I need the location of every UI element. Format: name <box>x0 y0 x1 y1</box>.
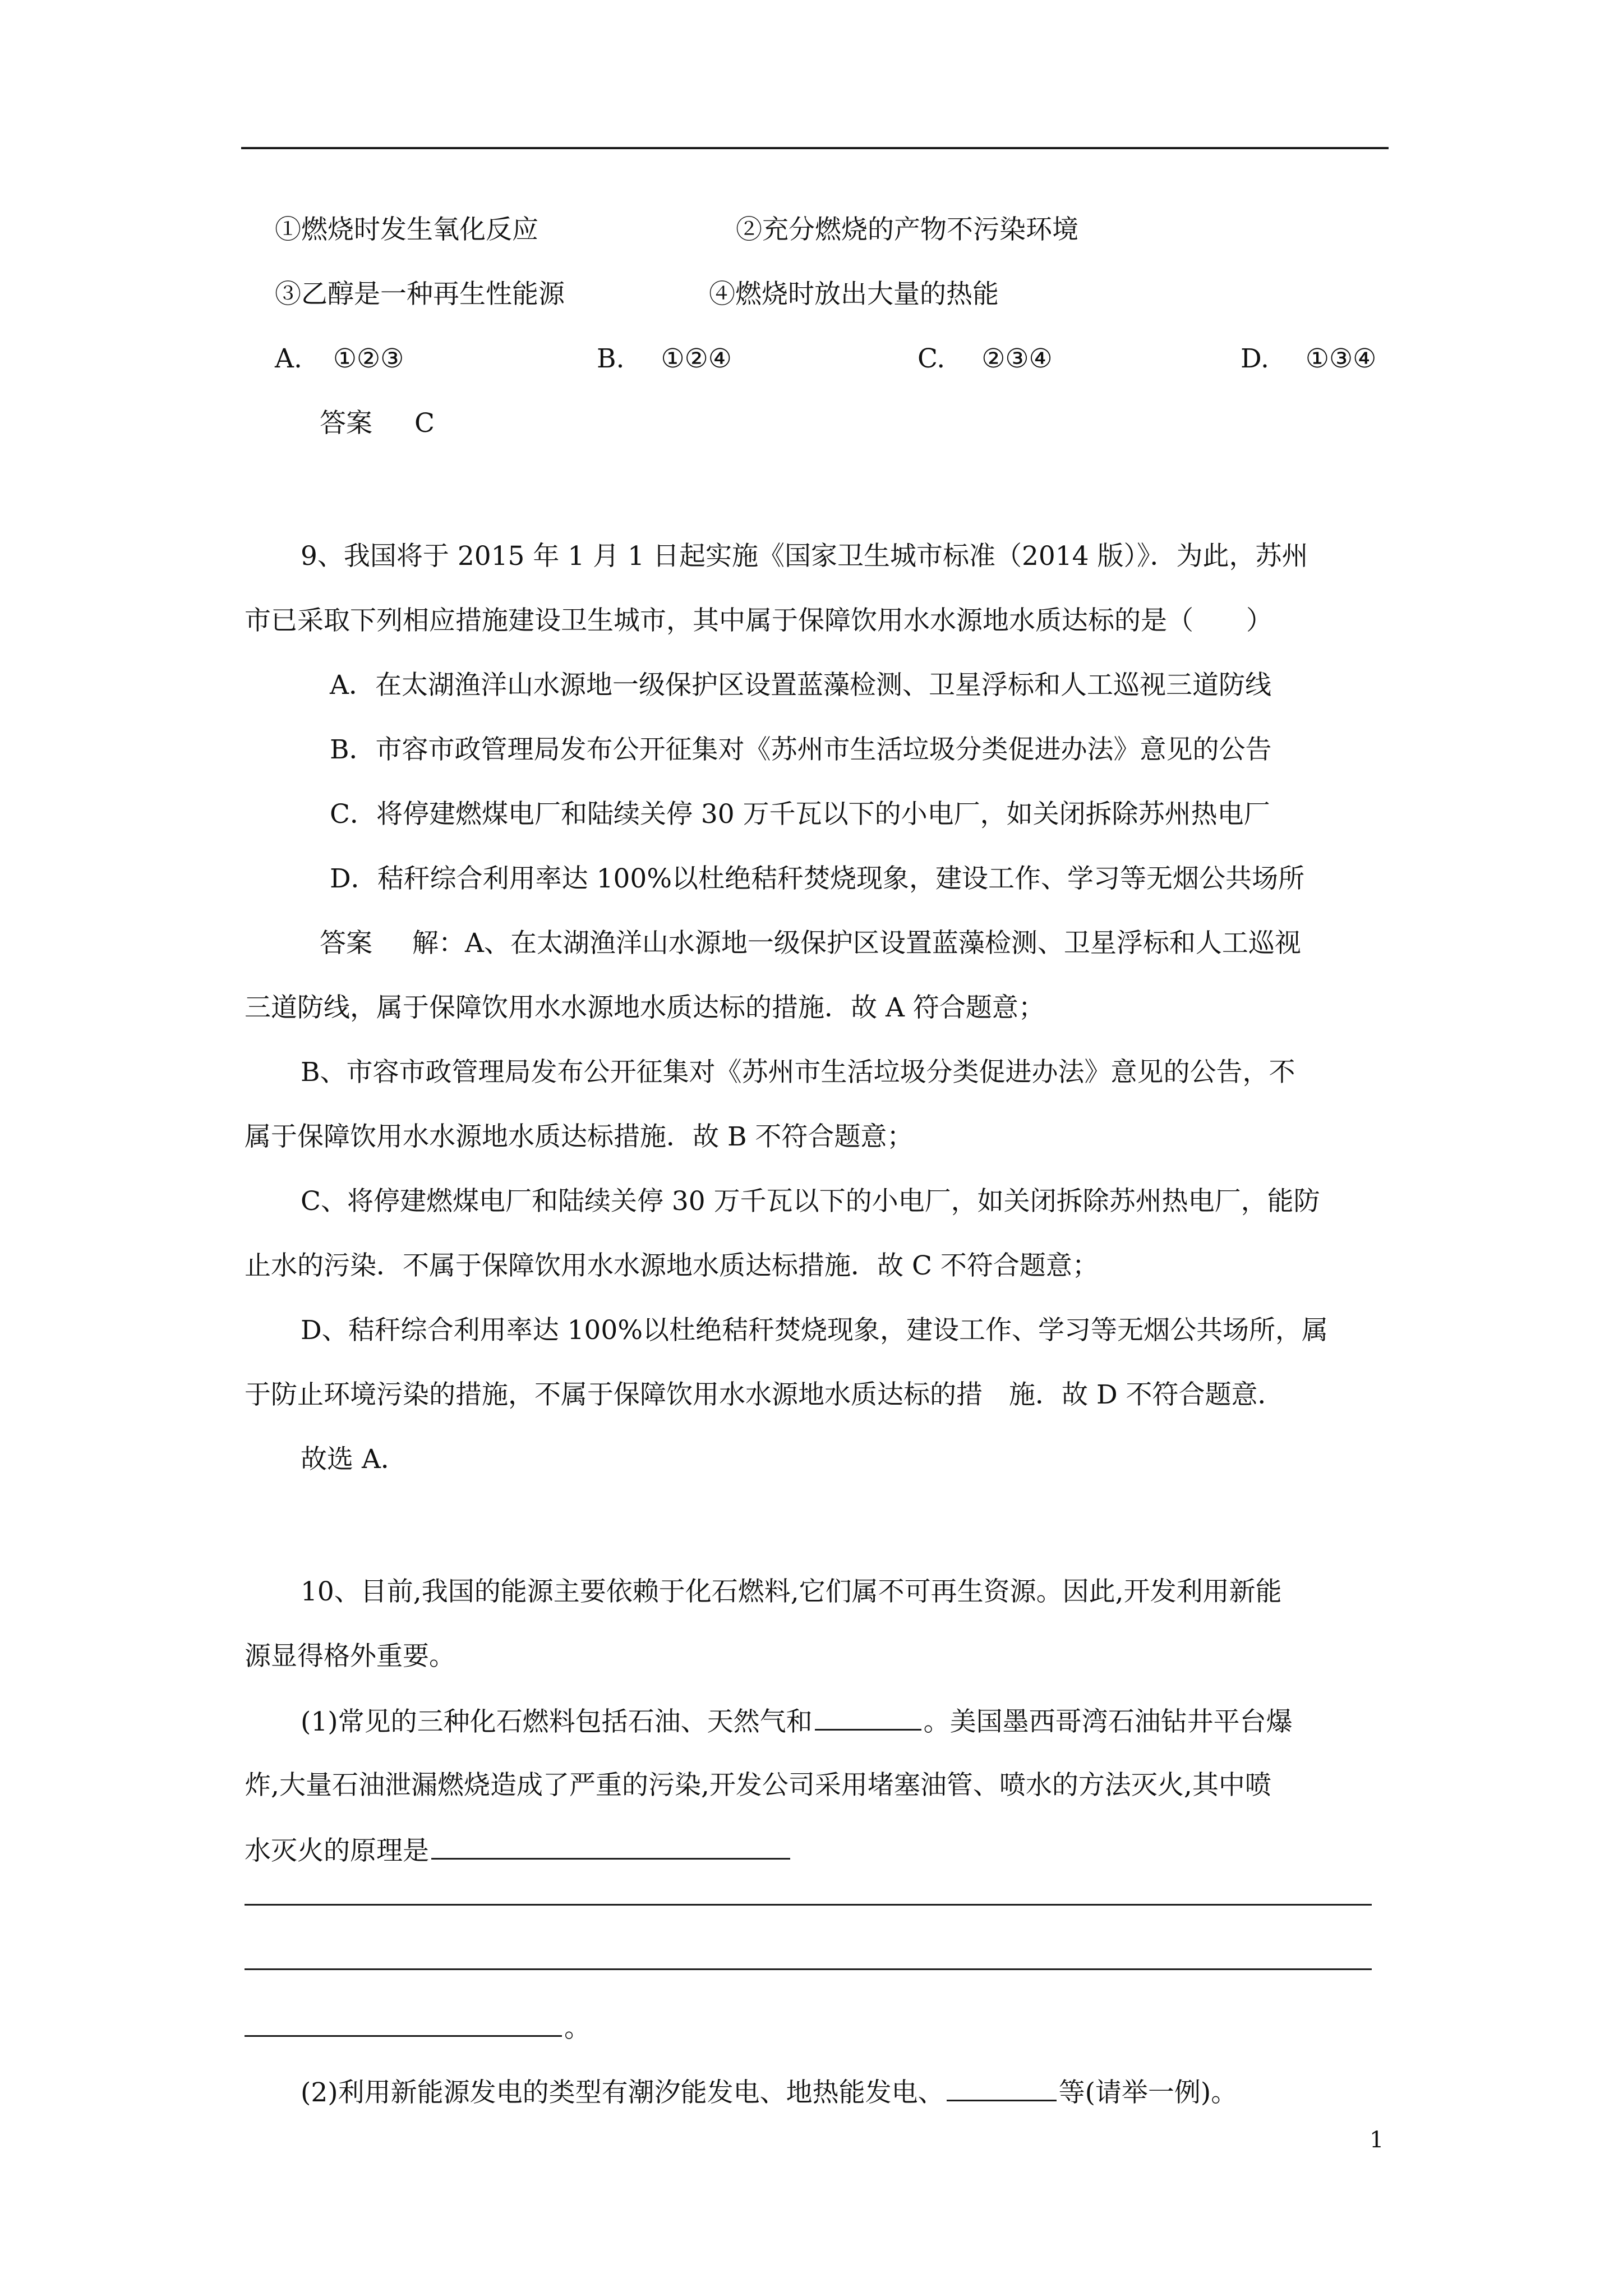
q8-answer <box>320 407 435 440</box>
q10-part2-line <box>301 2075 1237 2110</box>
q9-stem-line-1: 9、我国将于 2015 年 1 月 1 日起实施《国家卫生城市标准（2014 版）》．为此，苏州 <box>301 541 1308 572</box>
q9-explanation-2: 三道防线，属于保障饮用水水源地水质达标的措施．故 A 符合题意； <box>245 992 1045 1023</box>
answer-line-1[interactable] <box>245 1904 1372 1906</box>
new-energy-blank[interactable] <box>947 2075 1057 2101</box>
q8-option-a-letter: A. <box>275 343 302 374</box>
q8-option-c-letter: C. <box>917 343 946 374</box>
q9-option-d: D．秸秆综合利用率达 100%以杜绝秸秆焚烧现象，建设工作、学习等无烟公共场所 <box>330 863 1304 894</box>
q10-part1-line-2: 炸,大量石油泄漏燃烧造成了严重的污染,开发公司采用堵塞油管、喷水的方法灭火,其中喷 <box>245 1770 1271 1801</box>
extinguish-principle-blank[interactable] <box>431 1833 790 1860</box>
q8-option-b-letter: B. <box>597 343 625 374</box>
q9-explanation-6: 止水的污染．不属于保障饮用水水源地水质达标措施．故 C 不符合题意； <box>245 1250 1099 1281</box>
q8-option-a-text: ①②③ <box>333 343 404 374</box>
answer-line-2[interactable] <box>245 1968 1372 1970</box>
q9-explanation-5: C、将停建燃煤电厂和陆续关停 30 万千瓦以下的小电厂，如关闭拆除苏州热电厂，能防 <box>301 1186 1320 1217</box>
q8-answer-label: 答案 <box>320 408 372 439</box>
header-rule <box>241 147 1389 149</box>
q8-option-b <box>597 342 732 376</box>
fossil-fuel-blank[interactable] <box>815 1704 921 1731</box>
q8-answer-value: C <box>414 408 435 439</box>
q8-statement-1: ①燃烧时发生氧化反应 <box>275 214 538 245</box>
q8-option-a <box>275 342 404 376</box>
q9-stem-line-2: 市已采取下列相应措施建设卫生城市，其中属于保障饮用水水源地水质达标的是（ ） <box>245 605 1272 636</box>
q8-statement-4: ④燃烧时放出大量的热能 <box>709 279 999 310</box>
q10-stem-line-2: 源显得格外重要。 <box>245 1641 455 1672</box>
q9-explanation-8: 于防止环境污染的措施，不属于保障饮用水水源地水质达标的措 施．故 D 不符合题意． <box>245 1379 1284 1410</box>
q8-option-c-text: ②③④ <box>981 343 1053 374</box>
q10-part1-line-3 <box>245 1833 792 1868</box>
q10-part1-end-mark: 。 <box>564 2013 591 2044</box>
q9-answer-label: 答案 <box>320 928 372 959</box>
q9-explanation-7: D、秸秆综合利用率达 100%以杜绝秸秆焚烧现象，建设工作、学习等无烟公共场所，属 <box>301 1315 1328 1346</box>
q9-option-a: A．在太湖渔洋山水源地一级保护区设置蓝藻检测、卫星浮标和人工巡视三道防线 <box>330 670 1271 701</box>
q10-part1-text-principle: 水灭火的原理是 <box>245 1835 429 1866</box>
page-number: 1 <box>1370 2127 1384 2153</box>
q9-option-b: B．市容市政管理局发布公开征集对《苏州市生活垃圾分类促进办法》意见的公告 <box>330 734 1272 765</box>
q9-conclusion: 故选 A． <box>301 1444 407 1475</box>
q8-option-c <box>917 342 1053 376</box>
q8-option-d <box>1241 342 1376 376</box>
q10-part1-text-after: 。美国墨西哥湾石油钻井平台爆 <box>923 1706 1293 1737</box>
q9-answer-line-1 <box>320 927 1301 960</box>
q8-option-b-text: ①②④ <box>661 343 732 374</box>
q9-option-c: C．将停建燃煤电厂和陆续关停 30 万千瓦以下的小电厂，如关闭拆除苏州热电厂 <box>330 799 1270 830</box>
q10-part2-text-after: 等(请举一例)。 <box>1058 2077 1238 2108</box>
q10-part1-end-line <box>245 2010 591 2045</box>
q10-part1-line-1 <box>301 1704 1293 1739</box>
q9-explanation-1: 解：A、在太湖渔洋山水源地一级保护区设置蓝藻检测、卫星浮标和人工巡视 <box>412 928 1301 959</box>
q10-part2-text-before: (2)利用新能源发电的类型有潮汐能发电、地热能发电、 <box>301 2077 944 2108</box>
q10-part1-text-before: (1)常见的三种化石燃料包括石油、天然气和 <box>301 1706 813 1737</box>
q8-option-d-text: ①③④ <box>1305 343 1377 374</box>
q9-explanation-3: B、市容市政管理局发布公开征集对《苏州市生活垃圾分类促进办法》意见的公告，不 <box>301 1057 1295 1088</box>
answer-line-3[interactable] <box>245 2010 562 2037</box>
q8-statement-2: ②充分燃烧的产物不污染环境 <box>736 214 1078 245</box>
q10-stem-line-1: 10、目前,我国的能源主要依赖于化石燃料,它们属不可再生资源。因此,开发利用新能 <box>301 1576 1282 1607</box>
q8-option-d-letter: D. <box>1241 343 1269 374</box>
q9-explanation-4: 属于保障饮用水水源地水质达标措施．故 B 不符合题意； <box>245 1121 914 1152</box>
q8-statement-3: ③乙醇是一种再生性能源 <box>275 279 565 310</box>
